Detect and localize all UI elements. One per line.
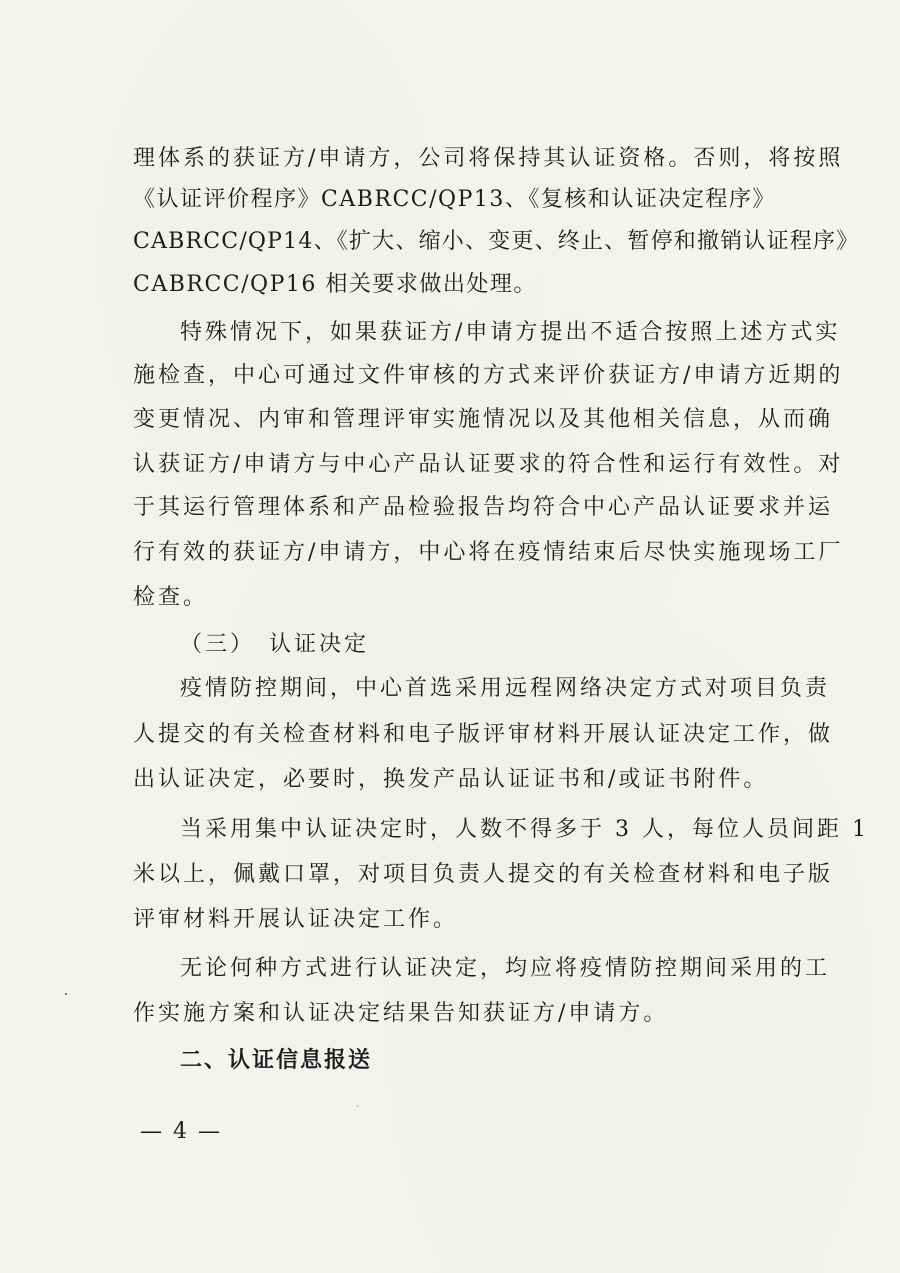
paragraph-line: 作实施方案和认证决定结果告知获证方/申请方。 <box>133 1001 669 1026</box>
paragraph-line: CABRCC/QP14、《扩大、缩小、变更、终止、暂停和撤销认证程序》 <box>133 229 860 254</box>
scan-speck <box>357 1106 358 1107</box>
paragraph-line: 施检查，中心可通过文件审核的方式来评价获证方/申请方近期的 <box>133 363 844 388</box>
paragraph-line: 理体系的获证方/申请方，公司将保持其认证资格。否则，将按照 <box>133 146 844 171</box>
paragraph-line: 认获证方/申请方与中心产品认证要求的符合性和运行有效性。对 <box>133 452 844 477</box>
paragraph-line: 出认证决定，必要时，换发产品认证证书和/或证书附件。 <box>133 767 769 792</box>
paragraph-line: 当采用集中认证决定时，人数不得多于 3 人，每位人员间距 1 <box>180 817 869 842</box>
paragraph-line: 评审材料开展认证决定工作。 <box>133 907 459 932</box>
paragraph-line: CABRCC/QP16 相关要求做出处理。 <box>133 272 537 297</box>
section-subheading: （三） 认证决定 <box>180 632 370 657</box>
paragraph-line: 于其运行管理体系和产品检验报告均符合中心产品认证要求并运 <box>133 495 834 520</box>
paragraph-line: 人提交的有关检查材料和电子版评审材料开展认证决定工作，做 <box>133 722 834 747</box>
paragraph-line: 行有效的获证方/申请方，中心将在疫情结束后尽快实施现场工厂 <box>133 540 844 565</box>
paragraph-line: 无论何种方式进行认证决定，均应将疫情防控期间采用的工 <box>180 956 831 981</box>
scan-speck <box>65 993 67 995</box>
page-number: — 4 — <box>140 1119 222 1144</box>
section-heading: 二、认证信息报送 <box>180 1048 373 1073</box>
paragraph-line: 检查。 <box>133 585 209 610</box>
paragraph-line: 疫情防控期间，中心首选采用远程网络决定方式对项目负责 <box>180 676 831 701</box>
paragraph-line: 《认证评价程序》CABRCC/QP13、《复核和认证决定程序》 <box>133 187 776 212</box>
paragraph-line: 特殊情况下，如果获证方/申请方提出不适合按照上述方式实 <box>180 320 841 345</box>
paragraph-line: 变更情况、内审和管理评审实施情况以及其他相关信息，从而确 <box>133 407 834 432</box>
paragraph-line: 米以上，佩戴口罩，对项目负责人提交的有关检查材料和电子版 <box>133 862 834 887</box>
